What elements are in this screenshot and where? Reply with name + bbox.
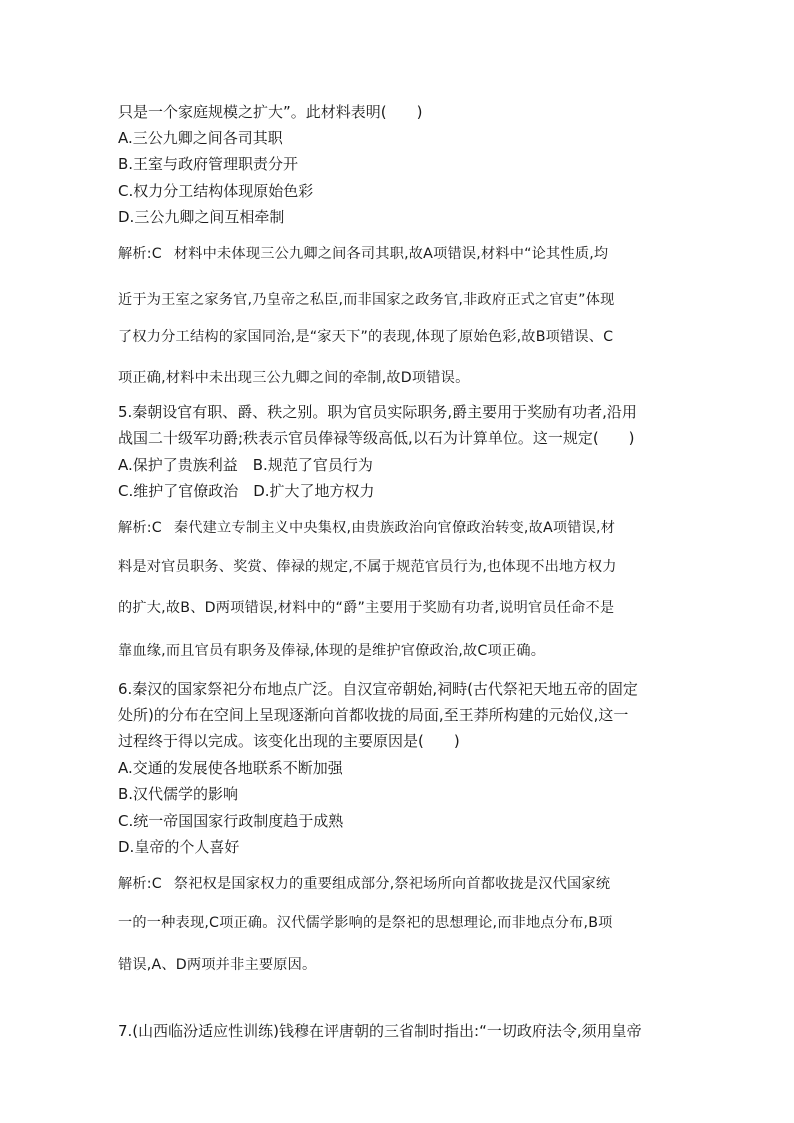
q6-analysis-line-3: 错误,A、D两项并非主要原因。 [118, 957, 317, 973]
q5-analysis-label: 解析:C [118, 520, 162, 536]
q6-option-c: C.统一帝国国家行政制度趋于成熟 [118, 812, 344, 830]
q4-option-c: C.权力分工结构体现原始色彩 [118, 182, 314, 200]
q5-stem-line-1: 5.秦朝设官有职、爵、秩之别。职为官员实际职务,爵主要用于奖励有功者,沿用 [118, 403, 637, 421]
q6-option-d: D.皇帝的个人喜好 [118, 838, 240, 856]
q6-stem-line-2: 处所)的分布在空间上呈现逐渐向首都收拢的局面,至王莽所构建的元始仪,这一 [118, 706, 629, 724]
q6-stem-line-3: 过程终于得以完成。该变化出现的主要原因是( ) [118, 732, 460, 750]
q6-analysis-line-2: 一的一种表现,C项正确。汉代儒学影响的是祭祀的思想理论,而非地点分布,B项 [118, 915, 613, 931]
q4-analysis-line-3: 了权力分工结构的家国同治,是“家天下”的表现,体现了原始色彩,故B项错误、C [118, 329, 614, 345]
q6-analysis-text: 祭祀权是国家权力的重要组成部分,祭祀场所向首都收拢是汉代国家统 [173, 876, 611, 892]
q4-analysis-text: 材料中未体现三公九卿之间各司其职,故A项错误,材料中“论其性质,均 [173, 246, 609, 262]
q6-stem-line-1: 6.秦汉的国家祭祀分布地点广泛。自汉宣帝朝始,祠畤(古代祭祀天地五帝的固定 [118, 680, 638, 698]
q4-option-a: A.三公九卿之间各司其职 [118, 129, 283, 147]
q6-analysis-line-1 [118, 874, 678, 894]
q6-option-b: B.汉代儒学的影响 [118, 785, 239, 803]
q7-stem-line-1: 7.(山西临汾适应性训练)钱穆在评唐朝的三省制时指出:“一切政府法令,须用皇帝 [118, 1022, 642, 1040]
q5-analysis-text: 秦代建立专制主义中央集权,由贵族政治向官僚政治转变,故A项错误,材 [173, 520, 616, 536]
q5-options-ab: A.保护了贵族利益 B.规范了官员行为 [118, 456, 373, 474]
q5-analysis-line-2: 料是对官员职务、奖赏、俸禄的规定,不属于规范官员行为,也体现不出地方权力 [118, 559, 617, 575]
q4-stem-tail: 只是一个家庭规模之扩大”。此材料表明( ) [118, 103, 423, 121]
q4-analysis-line-1 [118, 244, 678, 264]
q5-analysis-line-1 [118, 518, 678, 538]
q4-analysis-line-2: 近于为王室之家务官,乃皇帝之私臣,而非国家之政务官,非政府正式之官吏”体现 [118, 292, 615, 308]
q4-analysis-line-4: 项正确,材料中未出现三公九卿之间的牵制,故D项错误。 [118, 370, 470, 386]
q6-analysis-label: 解析:C [118, 876, 162, 892]
q4-analysis-label: 解析:C [118, 246, 162, 262]
q5-analysis-line-3: 的扩大,故B、D两项错误,材料中的“爵”主要用于奖励有功者,说明官员任命不是 [118, 600, 615, 616]
q4-option-b: B.王室与政府管理职责分开 [118, 155, 299, 173]
q4-option-d: D.三公九卿之间互相牵制 [118, 208, 285, 226]
q6-option-a: A.交通的发展使各地联系不断加强 [118, 759, 343, 777]
q5-options-cd: C.维护了官僚政治 D.扩大了地方权力 [118, 482, 375, 500]
q5-analysis-line-4: 靠血缘,而且官员有职务及俸禄,体现的是维护官僚政治,故C项正确。 [118, 643, 546, 659]
q5-stem-line-2: 战国二十级军功爵;秩表示官员俸禄等级高低,以石为计算单位。这一规定( ) [118, 429, 635, 447]
